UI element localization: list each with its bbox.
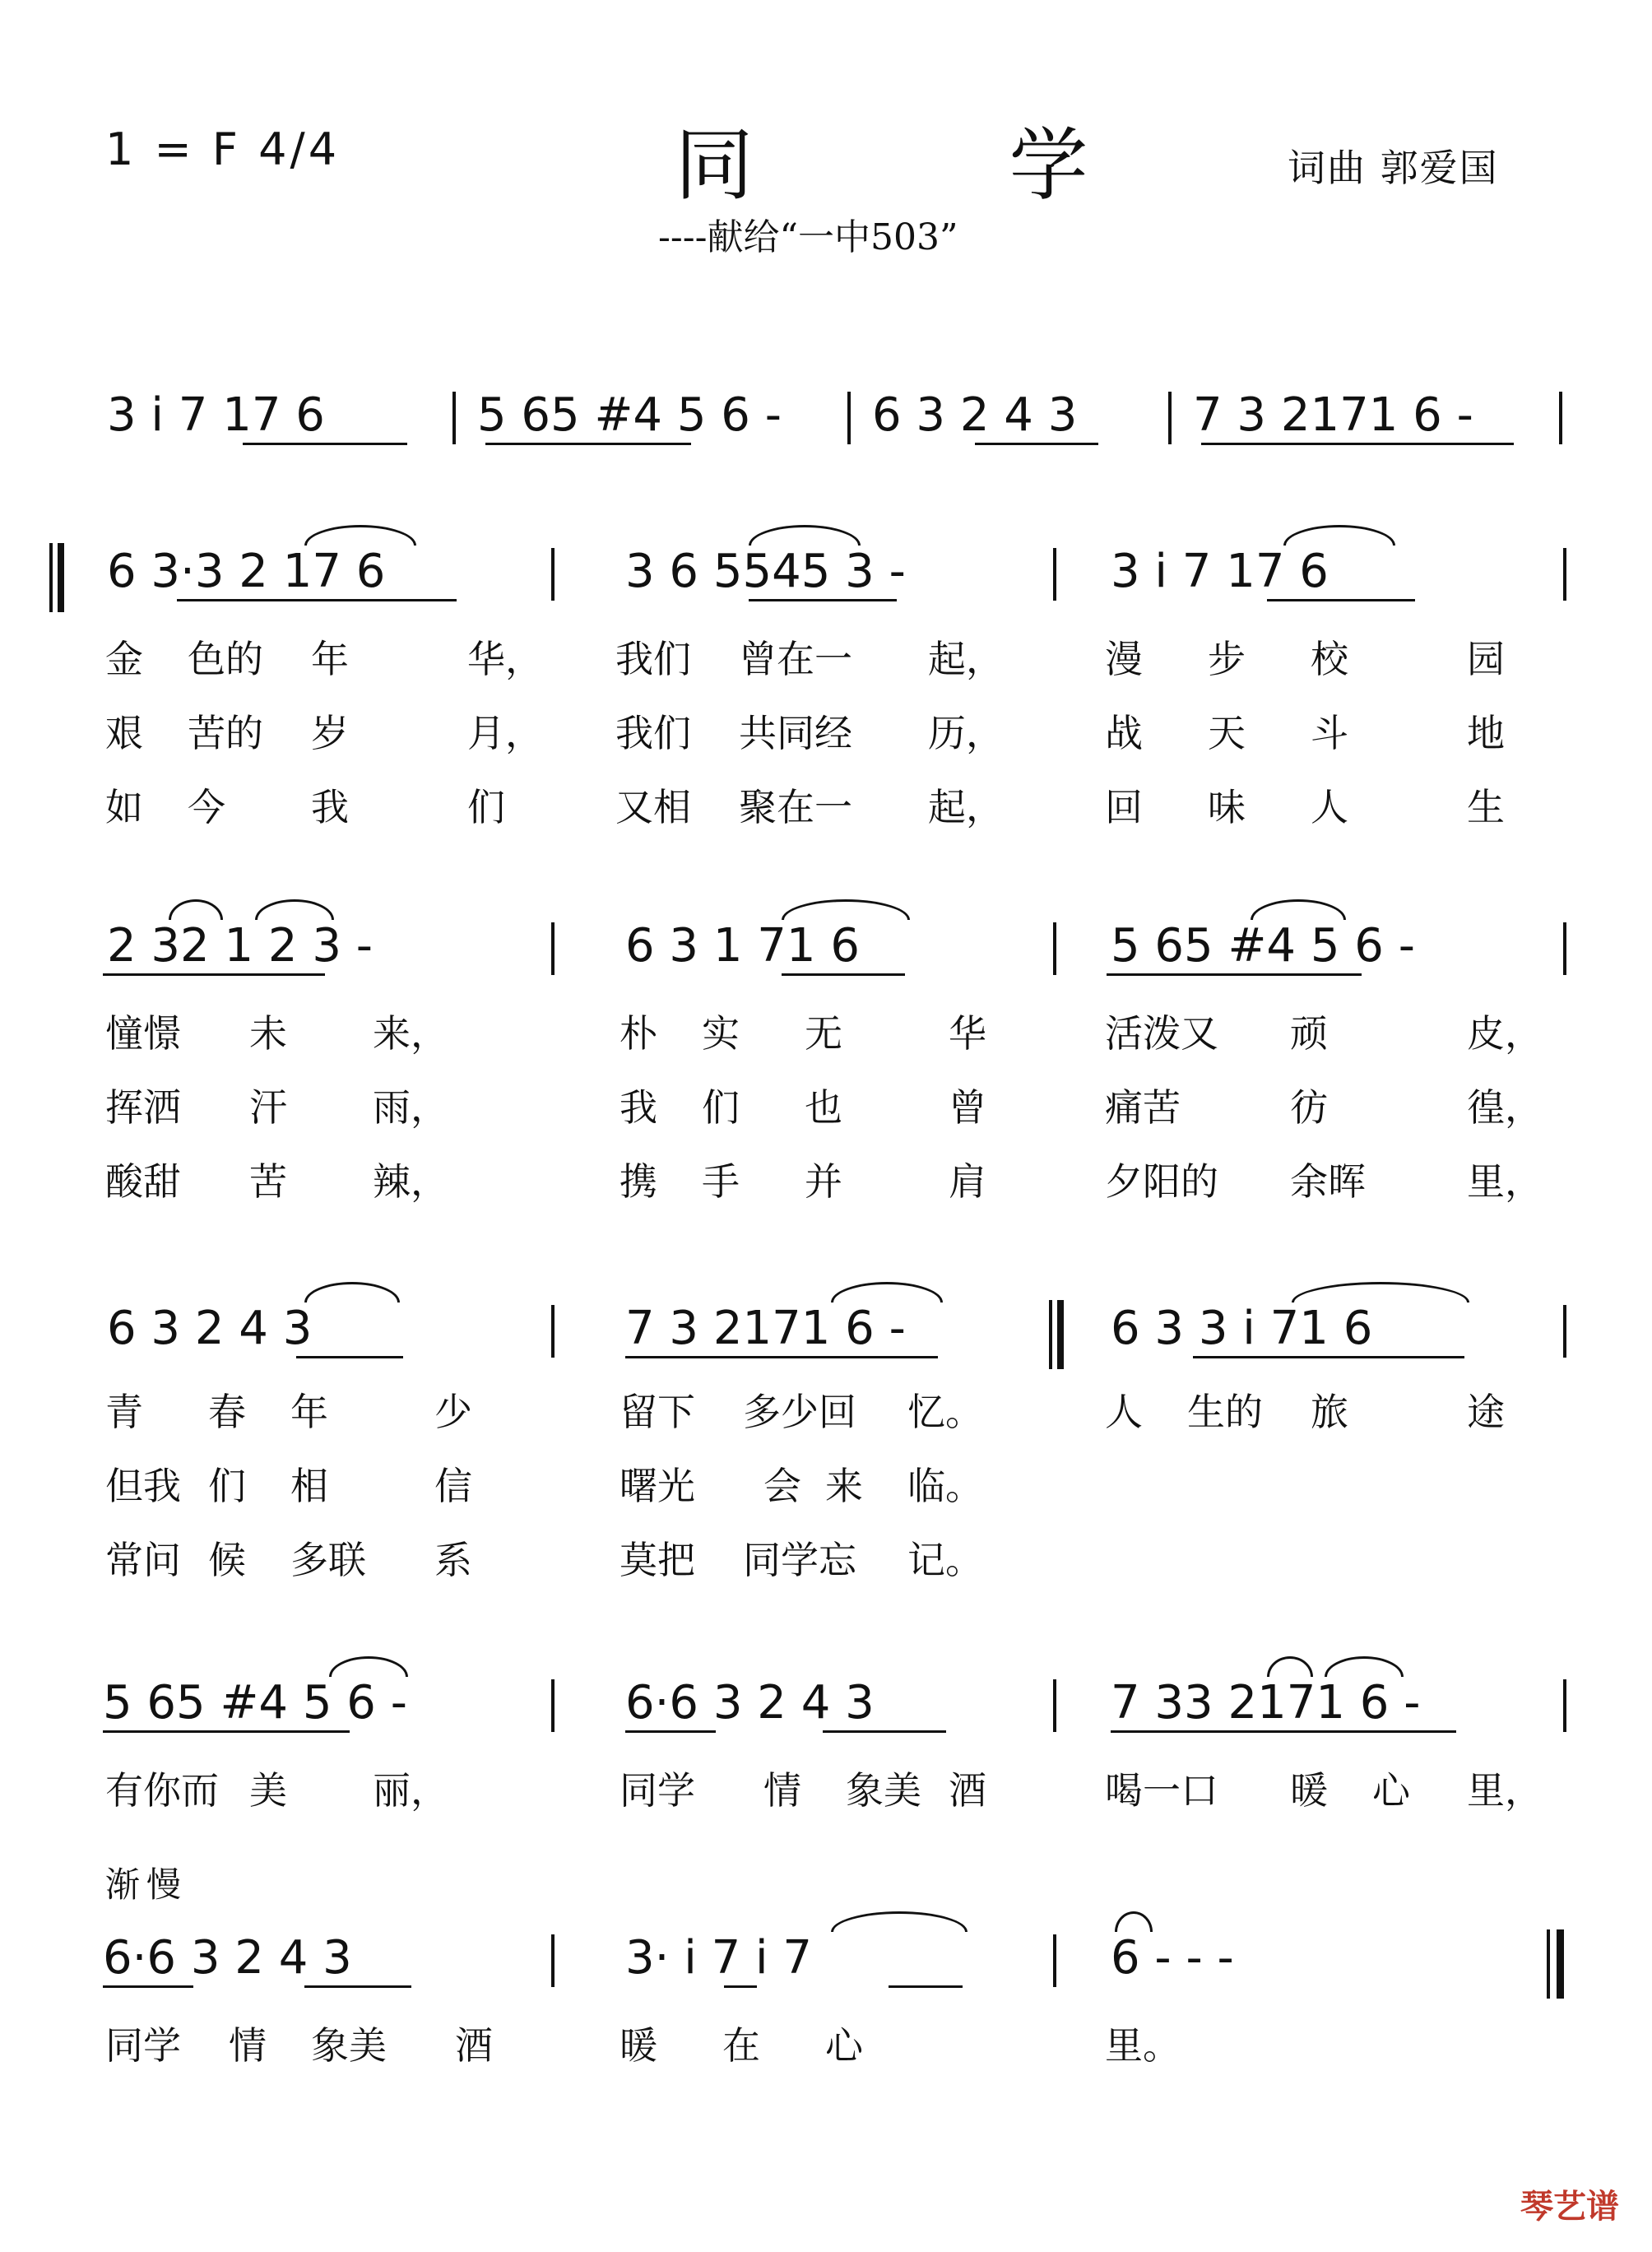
- lyric: 忆。: [907, 1390, 983, 1434]
- melody-row-1: [99, 543, 1580, 642]
- lyric: 同学忘: [743, 1538, 856, 1582]
- barline: [1168, 392, 1172, 444]
- lyric: 象美: [311, 2023, 387, 2068]
- lyric: 金: [105, 637, 143, 681]
- lyric: 徨，: [1467, 1085, 1543, 1130]
- intro-measure-2: 5 65 #4 5 6 -: [477, 388, 782, 442]
- underline: [782, 973, 905, 976]
- verse-1-line-1: [105, 629, 1586, 679]
- barline: [551, 548, 555, 601]
- lyric: 顽: [1290, 1011, 1328, 1056]
- underline: [485, 443, 691, 445]
- lyric: 情: [229, 2023, 267, 2068]
- repeat-start-thick: [58, 543, 64, 612]
- lyric: 生: [1467, 785, 1505, 829]
- lyric: 味: [1208, 785, 1246, 829]
- lyric: 候: [208, 1538, 246, 1582]
- underline: [103, 1730, 350, 1733]
- measure-8: 7 3 2171 6 -: [625, 1302, 906, 1355]
- barline: [1563, 1305, 1566, 1358]
- verse-2-line-2: [105, 1078, 1586, 1130]
- lyric: 系: [434, 1538, 472, 1582]
- lyric: 青: [105, 1390, 143, 1434]
- lyric: 斗: [1311, 711, 1348, 755]
- lyric: 未: [249, 1011, 287, 1056]
- lyric: 天: [1208, 711, 1246, 755]
- verse-1-line-3: [105, 1382, 1586, 1432]
- barline: [551, 922, 555, 975]
- barline: [1563, 922, 1566, 975]
- lyric: 留下: [620, 1390, 695, 1434]
- measure-6: 5 65 #4 5 6 -: [1111, 919, 1415, 973]
- slur: [304, 525, 416, 546]
- underline: [724, 1985, 757, 1988]
- lyric: 夕阳的: [1105, 1159, 1218, 1204]
- lyric: 同学: [620, 1768, 695, 1813]
- lyric: 有你而: [105, 1768, 219, 1813]
- barline: [551, 1305, 555, 1358]
- lyric: 挥洒: [105, 1085, 181, 1130]
- lyric: 丽，: [373, 1768, 448, 1813]
- barline: [1053, 1934, 1056, 1987]
- lyric: 临。: [907, 1464, 983, 1508]
- underline: [304, 1985, 411, 1988]
- lyric: 信: [434, 1464, 472, 1508]
- underline: [1267, 599, 1415, 601]
- lyric: 岁: [311, 711, 349, 755]
- lyric: 漫: [1105, 637, 1143, 681]
- lyric: 并: [805, 1159, 842, 1204]
- lyric: 途: [1467, 1390, 1505, 1434]
- lyric: 我们: [615, 637, 691, 681]
- underline: [889, 1985, 963, 1988]
- lyric: 我们: [615, 711, 691, 755]
- measure-2: 3 6 5545 3 -: [625, 545, 906, 598]
- lyric: 曾在一: [739, 637, 852, 681]
- lyric: 华，: [467, 637, 543, 681]
- lyric: 雨，: [373, 1085, 448, 1130]
- measure-12: 7 33 2171 6 -: [1111, 1676, 1421, 1730]
- slur: [1283, 525, 1395, 546]
- lyric: 战: [1105, 711, 1143, 755]
- verse-1-line-4: [105, 1761, 1586, 1813]
- underline: [103, 1985, 193, 1988]
- underline: [975, 443, 1098, 445]
- lyric: 无: [805, 1011, 842, 1056]
- lyric: 春: [208, 1390, 246, 1434]
- lyric: 美: [249, 1768, 287, 1813]
- barline: [1563, 1679, 1566, 1732]
- lyric: 也: [805, 1085, 842, 1130]
- slur: [831, 1282, 943, 1302]
- melody-row-4: [99, 1674, 1580, 1773]
- lyric: 实: [702, 1011, 740, 1056]
- lyric: 校: [1311, 637, 1348, 681]
- verse-3-line-2: [105, 1152, 1586, 1204]
- lyric: 少: [434, 1390, 472, 1434]
- lyric: 痛苦: [1105, 1085, 1181, 1130]
- intro-measure-1: 3 i 7 17 6: [107, 388, 325, 442]
- lyric: 活泼又: [1105, 1011, 1218, 1056]
- underline: [1193, 1356, 1464, 1358]
- lyric: 生的: [1187, 1390, 1263, 1434]
- repeat-end-thick: [1057, 1300, 1064, 1369]
- underline: [1107, 973, 1362, 976]
- lyric: 余晖: [1290, 1159, 1366, 1204]
- lyric: 旅: [1311, 1390, 1348, 1434]
- lyric: 朴: [620, 1011, 657, 1056]
- slur: [1325, 1656, 1404, 1677]
- lyric: 步: [1208, 637, 1246, 681]
- barline: [1053, 1679, 1056, 1732]
- lyric: 里。: [1105, 2023, 1181, 2068]
- intro-measure-4: 7 3 2171 6 -: [1193, 388, 1473, 442]
- lyric: 们: [702, 1085, 740, 1130]
- measure-5: 6 3 1 71 6: [625, 919, 860, 973]
- underline: [103, 973, 325, 976]
- lyric: 苦的: [188, 711, 263, 755]
- lyric: 辣，: [373, 1159, 448, 1204]
- lyric: 肩: [949, 1159, 986, 1204]
- verse-1-line-2: [105, 1004, 1586, 1056]
- final-barline: [1547, 1929, 1550, 1999]
- measure-15: 6 - - -: [1111, 1931, 1234, 1985]
- slur: [1251, 899, 1346, 920]
- lyric: 起，: [928, 785, 1004, 829]
- lyric: 曙光: [620, 1464, 695, 1508]
- underline: [625, 1356, 938, 1358]
- verse-3-line-1: [105, 778, 1586, 827]
- lyric: 憧憬: [105, 1011, 181, 1056]
- measure-11: 6·6 3 2 4 3: [625, 1676, 875, 1730]
- measure-4: 2 32 1 2 3 -: [107, 919, 373, 973]
- lyric: 多少回: [743, 1390, 856, 1434]
- lyric: 记。: [907, 1538, 983, 1582]
- repeat-end: [1049, 1300, 1052, 1369]
- final-barline-thick: [1557, 1929, 1564, 1999]
- lyric: 艰: [105, 711, 143, 755]
- melody-row-5: [99, 1929, 1580, 2028]
- lyric: 常问: [105, 1538, 181, 1582]
- lyric: 人: [1105, 1390, 1143, 1434]
- lyric: 多联: [290, 1538, 366, 1582]
- lyric: 酸甜: [105, 1159, 181, 1204]
- repeat-start: [49, 543, 53, 612]
- lyric: 彷: [1290, 1085, 1328, 1130]
- slur: [169, 899, 223, 920]
- barline: [452, 392, 456, 444]
- slur: [1267, 1656, 1313, 1677]
- watermark-logo: 琴艺谱: [1520, 2188, 1619, 2226]
- lyric: 里，: [1467, 1768, 1543, 1813]
- barline: [1053, 922, 1056, 975]
- measure-1: 6 3·3 2 17 6: [107, 545, 386, 598]
- underline: [1201, 443, 1514, 445]
- lyric: 皮，: [1467, 1011, 1543, 1056]
- barline: [551, 1934, 555, 1987]
- verse-1-line-5: [105, 2016, 1586, 2068]
- underline: [823, 1730, 946, 1733]
- lyric: 在: [722, 2023, 760, 2068]
- lyric: 如: [105, 785, 143, 829]
- lyric: 色的: [188, 637, 263, 681]
- lyric: 回: [1105, 785, 1143, 829]
- barline: [551, 1679, 555, 1732]
- lyric: 我: [620, 1085, 657, 1130]
- lyric: 华: [949, 1011, 986, 1056]
- lyric: 情: [763, 1768, 801, 1813]
- lyric: 暖: [1290, 1768, 1328, 1813]
- lyric: 今: [188, 785, 225, 829]
- lyric: 共同经: [739, 711, 852, 755]
- lyric: 苦: [249, 1159, 287, 1204]
- lyric: 年: [290, 1390, 328, 1434]
- lyric: 地: [1467, 711, 1505, 755]
- verse-3-line-3: [105, 1530, 1586, 1580]
- lyric: 们: [208, 1464, 246, 1508]
- lyric: 人: [1311, 785, 1348, 829]
- slur: [1292, 1282, 1469, 1302]
- tempo-mark: 渐慢: [105, 1864, 188, 1905]
- lyric: 莫把: [620, 1538, 695, 1582]
- slur: [304, 1282, 400, 1302]
- verse-2-line-3: [105, 1456, 1586, 1506]
- lyric: 汗: [249, 1085, 287, 1130]
- lyric: 来，: [373, 1011, 448, 1056]
- slur: [782, 899, 910, 920]
- intro-measure-3: 6 3 2 4 3: [872, 388, 1078, 442]
- intro-row: [99, 387, 1580, 485]
- measure-9: 6 3 3 i 71 6: [1111, 1302, 1373, 1355]
- lyric: 酒: [949, 1768, 986, 1813]
- melody-row-2: [99, 917, 1580, 1016]
- lyric: 月，: [467, 711, 543, 755]
- lyric: 历，: [928, 711, 1004, 755]
- lyric: 年: [311, 637, 349, 681]
- measure-14: 3· i 7 i 7: [625, 1931, 813, 1985]
- underline: [1111, 1730, 1456, 1733]
- dedication-subtitle: ----献给“一中503”: [658, 216, 958, 258]
- lyric: 喝一口: [1105, 1768, 1218, 1813]
- lyric: 酒: [455, 2023, 493, 2068]
- slur: [255, 899, 334, 920]
- measure-13: 6·6 3 2 4 3: [103, 1931, 352, 1985]
- lyric: 象美: [846, 1768, 921, 1813]
- lyric: 园: [1467, 637, 1505, 681]
- lyric: 里，: [1467, 1159, 1543, 1204]
- lyric: 曾: [949, 1085, 986, 1130]
- lyric: 心: [825, 2023, 863, 2068]
- barline: [1559, 392, 1562, 444]
- lyric: 暖: [620, 2023, 657, 2068]
- measure-7: 6 3 2 4 3: [107, 1302, 313, 1355]
- lyric: 会: [763, 1464, 801, 1508]
- lyric: 但我: [105, 1464, 181, 1508]
- barline: [1563, 548, 1566, 601]
- barline: [1053, 548, 1056, 601]
- underline: [296, 1356, 403, 1358]
- underline: [749, 599, 897, 601]
- underline: [625, 1730, 716, 1733]
- lyric: 手: [702, 1159, 740, 1204]
- slur: [831, 1911, 968, 1932]
- lyric: 同学: [105, 2023, 181, 2068]
- lyric: 聚在一: [739, 785, 852, 829]
- lyric: 起，: [928, 637, 1004, 681]
- lyric: 我: [311, 785, 349, 829]
- key-signature: 1 = F 4/4: [105, 123, 341, 175]
- lyric: 来: [825, 1464, 863, 1508]
- lyric: 又相: [615, 785, 691, 829]
- verse-2-line-1: [105, 703, 1586, 753]
- slur: [749, 525, 861, 546]
- lyric: 们: [467, 785, 505, 829]
- barline: [847, 392, 851, 444]
- slur: [329, 1656, 408, 1677]
- underline: [243, 443, 407, 445]
- lyric: 心: [1372, 1768, 1410, 1813]
- measure-3: 3 i 7 17 6: [1111, 545, 1329, 598]
- song-title: 同 学: [675, 119, 1204, 211]
- measure-10: 5 65 #4 5 6 -: [103, 1676, 407, 1730]
- lyric: 携: [620, 1159, 657, 1204]
- composer-credit: 词曲 郭爱国: [1288, 146, 1499, 190]
- underline: [177, 599, 457, 601]
- fermata: [1115, 1911, 1153, 1932]
- lyric: 相: [290, 1464, 328, 1508]
